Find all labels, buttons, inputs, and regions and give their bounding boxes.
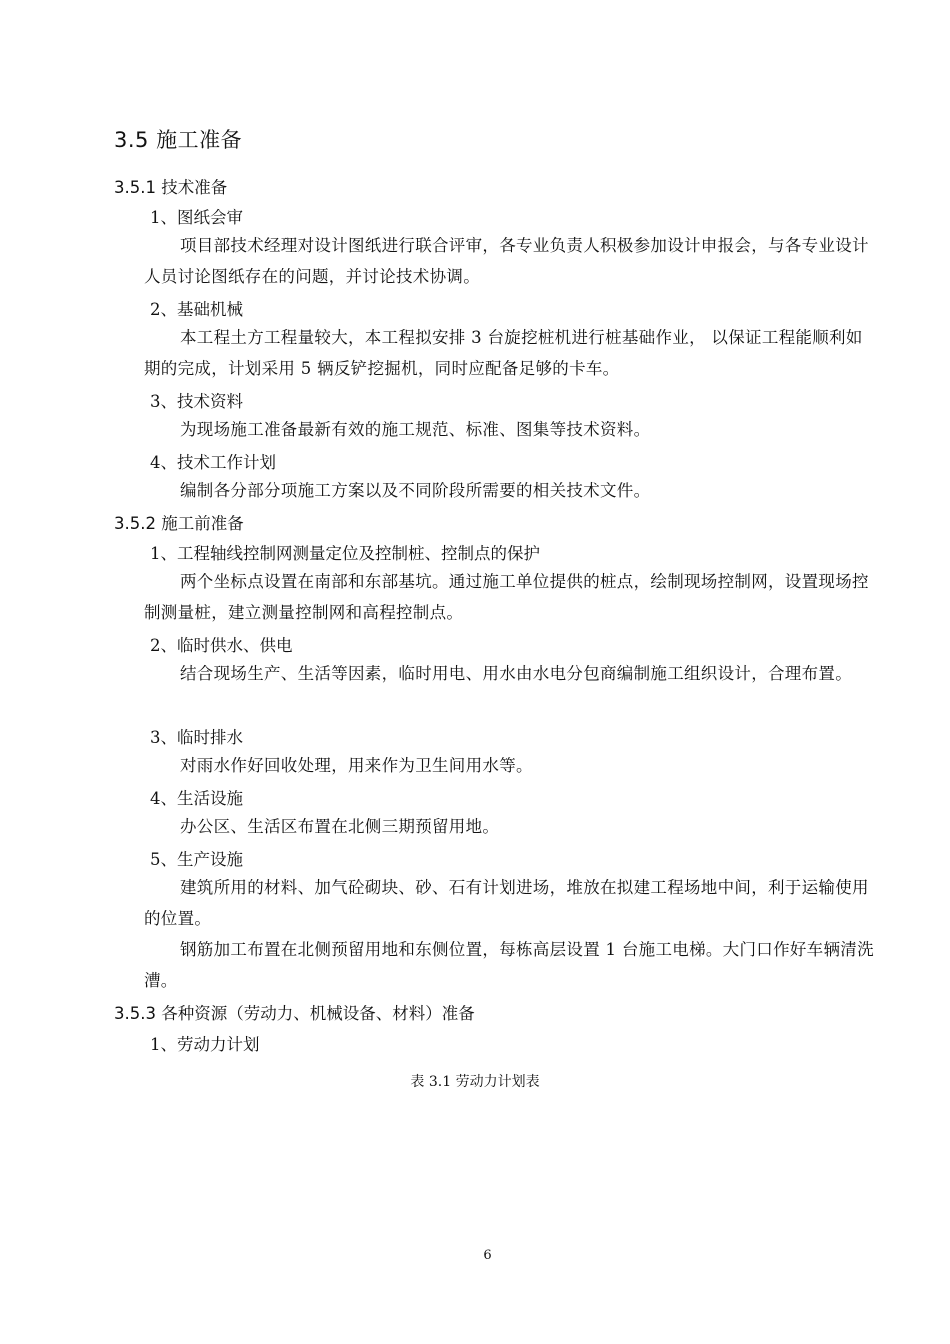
item-paragraph: 建筑所用的材料、加气砼砌块、砂、石有计划进场，堆放在拟建工程场地中间，利于运输使用的位置。	[144, 878, 869, 928]
item-paragraph: 办公区、生活区布置在北侧三期预留用地。	[180, 817, 500, 836]
item-label: 1、劳动力计划	[150, 1035, 260, 1054]
item-label: 4、生活设施	[150, 789, 243, 808]
item-paragraph: 钢筋加工布置在北侧预留用地和东侧位置，每栋高层设置 1 台施工电梯。大门口作好车辆清洗漕。	[144, 940, 874, 990]
subsection-heading-tech-prep: 3.5.1 技术准备	[114, 178, 228, 197]
item-label: 2、临时供水、供电	[150, 636, 293, 655]
item-label: 1、图纸会审	[150, 208, 243, 227]
item-label: 5、生产设施	[150, 850, 243, 869]
item-paragraph: 结合现场生产、生活等因素，临时用电、用水由水电分包商编制施工组织设计，合理布置。	[180, 664, 852, 683]
item-paragraph: 项目部技术经理对设计图纸进行联合评审，各专业负责人积极参加设计申报会，与各专业设计人员讨论图纸存在的问题，并讨论技术协调。	[144, 236, 869, 286]
item-label: 4、技术工作计划	[150, 453, 276, 472]
item-paragraph: 本工程土方工程量较大，本工程拟安排 3 台旋挖桩机进行桩基础作业， 以保证工程能顺利如期的完成，计划采用 5 辆反铲挖掘机，同时应配备足够的卡车。	[144, 328, 863, 378]
item-paragraph: 对雨水作好回收处理，用来作为卫生间用水等。	[180, 756, 533, 775]
item-paragraph: 两个坐标点设置在南部和东部基坑。通过施工单位提供的桩点，绘制现场控制网，设置现场控制测量桩，建立测量控制网和高程控制点。	[144, 572, 869, 622]
page-number: 6	[483, 1248, 492, 1263]
item-label: 2、基础机械	[150, 300, 243, 319]
table-caption: 表 3.1 劳动力计划表	[410, 1074, 540, 1090]
item-paragraph: 为现场施工准备最新有效的施工规范、标准、图集等技术资料。	[180, 420, 651, 439]
section-title: 3.5 施工准备	[114, 128, 243, 152]
item-paragraph: 编制各分部分项施工方案以及不同阶段所需要的相关技术文件。	[180, 481, 651, 500]
item-label: 3、技术资料	[150, 392, 243, 411]
subsection-heading-pre-construction: 3.5.2 施工前准备	[114, 514, 244, 533]
item-label: 1、工程轴线控制网测量定位及控制桩、控制点的保护	[150, 544, 540, 563]
subsection-heading-resources: 3.5.3 各种资源（劳动力、机械设备、材料）准备	[114, 1004, 475, 1023]
item-label: 3、临时排水	[150, 728, 243, 747]
